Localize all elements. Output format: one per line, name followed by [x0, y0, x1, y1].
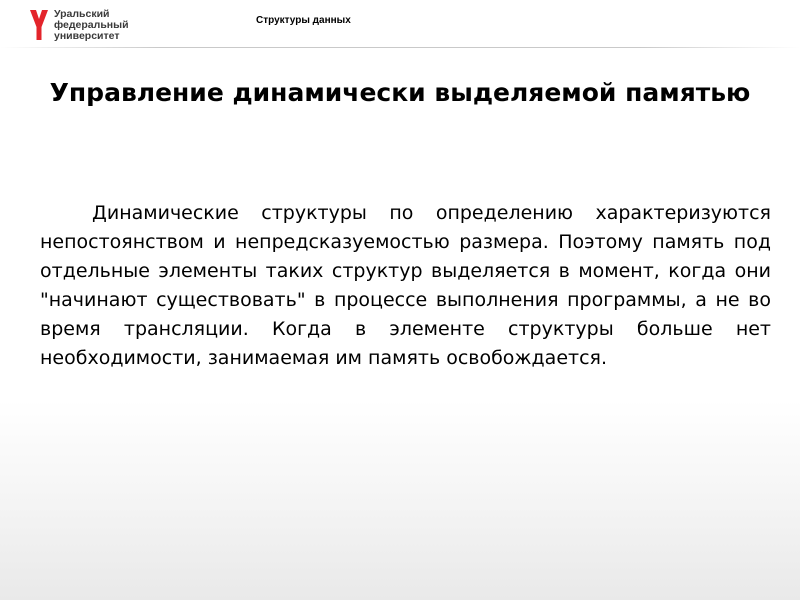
background-gradient [0, 400, 800, 600]
header-divider [0, 47, 800, 48]
slide-body-text: Динамические структуры по определению характеризуются непостоянством и непредсказуемостью размера. Поэтому память под отдельные элементы таких структур выделяется в момент, когда они "начинают существовать" в процессе выполнения программы, а не во время трансляции. Когда в элементе структуры больше нет необходимости, занимаемая им память освобождается. [40, 202, 771, 369]
logo-text [54, 9, 164, 42]
logo-text-line-1: Уральский [54, 8, 110, 20]
slide-title: Управление динамически выделяемой памятью [49, 78, 751, 107]
ural-university-logo-mark [28, 8, 50, 42]
logo-text-line-3: университет [54, 30, 120, 42]
logo-text-line-2: федеральный [54, 19, 129, 31]
university-logo [28, 8, 158, 44]
course-subject: Структуры данных [256, 15, 351, 26]
slide-header [0, 0, 800, 48]
